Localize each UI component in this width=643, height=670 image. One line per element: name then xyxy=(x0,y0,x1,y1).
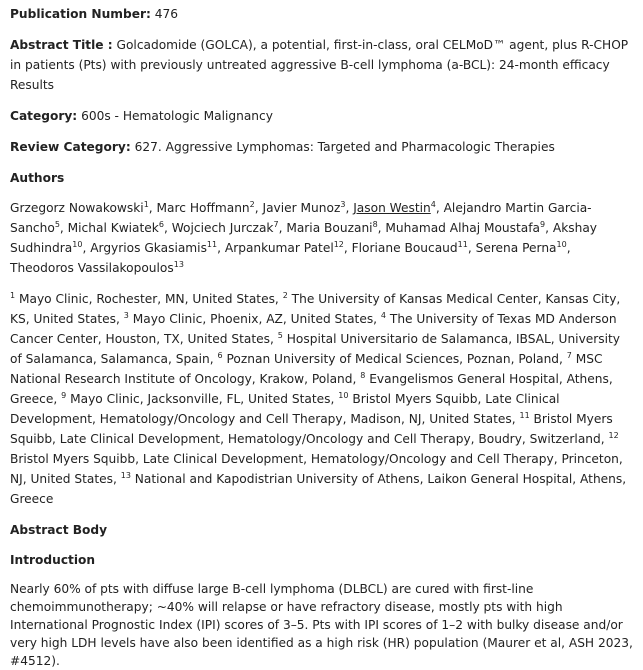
author xyxy=(68,221,164,235)
affiliation-text: Mayo Clinic, Phoenix, AZ, United States, xyxy=(128,312,381,326)
affiliation-number: 13 xyxy=(120,470,131,480)
affiliation-text: MSC National Research Institute of Oncology, Krakow, Poland, xyxy=(10,352,603,386)
author-affiliation-number: 6 xyxy=(158,219,164,229)
affiliation-text: Poznan University of Medical Sciences, Poznan, Poland, xyxy=(222,352,567,366)
author-list xyxy=(10,198,633,278)
affiliation-text: National and Kapodistrian University of Athens, Laikon General Hospital, Athens, Greece xyxy=(10,472,627,506)
author-affiliation-number: 12 xyxy=(333,239,344,249)
affiliation-list xyxy=(10,289,633,509)
author-affiliation-number: 1 xyxy=(143,199,149,209)
abstract-body-heading: Abstract Body xyxy=(10,523,108,537)
author-affiliation-number: 8 xyxy=(372,219,378,229)
author[interactable] xyxy=(353,201,436,215)
author-separator: , xyxy=(377,221,386,235)
author xyxy=(262,201,345,215)
abstract-title-value: Golcadomide (GOLCA), a potential, first-in-class, oral CELMoD™ agent, plus R-CHOP in patients (Pts) with previously untreated aggressive B-cell lymphoma (a-BCL): 24-month efficacy Results xyxy=(10,38,629,92)
introduction-heading: Introduction xyxy=(10,553,96,567)
author-affiliation-number: 11 xyxy=(457,239,468,249)
review-category xyxy=(10,137,633,157)
author-name: Argyrios Gkasiamis xyxy=(90,241,207,255)
authors-heading: Authors xyxy=(10,171,65,185)
author-affiliation-number: 7 xyxy=(273,219,279,229)
affiliation-number: 7 xyxy=(566,350,572,360)
affiliation-text: The University of Texas MD Anderson Cancer Center, Houston, TX, United States, xyxy=(10,312,617,346)
author-separator: , xyxy=(59,221,68,235)
author xyxy=(90,241,217,255)
author-affiliation-number: 11 xyxy=(206,239,218,249)
affiliation-number: 6 xyxy=(217,350,223,360)
affiliation-text: Mayo Clinic, Rochester, MN, United States, xyxy=(15,292,283,306)
author xyxy=(286,221,377,235)
author-separator: , xyxy=(467,241,476,255)
author-name: Jason Westin xyxy=(353,201,431,215)
author-name: Theodoros Vassilakopoulos xyxy=(10,261,174,275)
author xyxy=(10,261,184,275)
author-affiliation-number: 2 xyxy=(249,199,255,209)
publication-number-label: Publication Number: xyxy=(10,7,151,21)
author xyxy=(172,221,279,235)
author-separator: , xyxy=(345,201,354,215)
author-affiliation-number: 9 xyxy=(540,219,546,229)
author xyxy=(352,241,468,255)
affiliation-number: 11 xyxy=(519,410,530,420)
publication-number xyxy=(10,4,633,24)
review-category-label: Review Category: xyxy=(10,140,131,154)
author-separator: , xyxy=(435,201,444,215)
review-category-value: 627. Aggressive Lymphomas: Targeted and Pharmacologic Therapies xyxy=(134,140,555,154)
introduction-text: Nearly 60% of pts with diffuse large B-cell lymphoma (DLBCL) are cured with first-line chemoimmunotherapy; ~40% will relapse or have refractory disease, mostly pts with high International Prognostic Index (IPI) scores of 3–5. Pts with IPI scores of 1–2 with bulky disease and/or very high LDH levels have also been identified as a high risk (HR) population (Maurer et al, ASH 2023, #4512). xyxy=(10,582,633,668)
affiliation-text: The University of Kansas Medical Center, Kansas City, KS, United States, xyxy=(10,292,621,326)
affiliation-number: 1 xyxy=(10,290,16,300)
affiliation xyxy=(10,292,283,306)
category-label: Category: xyxy=(10,109,78,123)
affiliation-text: Hospital Universitario de Salamanca, IBSAL, University of Salamanca, Salamanca, Spain, xyxy=(10,332,621,366)
author-separator: , xyxy=(566,241,571,255)
affiliation-number: 10 xyxy=(338,390,349,400)
author-affiliation-number: 4 xyxy=(430,199,436,209)
author-affiliation-number: 10 xyxy=(72,239,83,249)
affiliation xyxy=(124,312,381,326)
author-separator: , xyxy=(278,221,287,235)
affiliation-text: Bristol Myers Squibb, Late Clinical Development, Hematology/Oncology and Cell Therapy, Madison, NJ, United States, xyxy=(10,392,560,426)
abstract-title-label: Abstract Title : xyxy=(10,38,113,52)
affiliation-text: Bristol Myers Squibb, Late Clinical Development, Hematology/Oncology and Cell Therapy, Boudry, Switzerland, xyxy=(10,412,613,446)
author-separator: , xyxy=(82,241,91,255)
author-name: Javier Munoz xyxy=(262,201,341,215)
author-separator: , xyxy=(217,241,225,255)
affiliation-text: Bristol Myers Squibb, Late Clinical Development, Hematology/Oncology and Cell Therapy, Princeton, NJ, United States, xyxy=(10,452,623,486)
category-value: 600s - Hematologic Malignancy xyxy=(81,109,273,123)
author xyxy=(385,221,545,235)
abstract-title xyxy=(10,35,633,95)
author-affiliation-number: 3 xyxy=(340,199,346,209)
author xyxy=(225,241,344,255)
author-name: Maria Bouzani xyxy=(286,221,373,235)
affiliation-number: 2 xyxy=(282,290,288,300)
affiliation-number: 5 xyxy=(277,330,283,340)
author-affiliation-number: 13 xyxy=(173,259,184,269)
affiliation xyxy=(61,392,338,406)
affiliation xyxy=(218,352,567,366)
affiliation-text: Mayo Clinic, Jacksonville, FL, United States, xyxy=(66,392,339,406)
affiliation-number: 8 xyxy=(360,370,366,380)
author xyxy=(476,241,567,255)
author-separator: , xyxy=(163,221,172,235)
affiliation-text: Evangelismos General Hospital, Athens, Greece, xyxy=(10,372,613,406)
author-separator: , xyxy=(343,241,352,255)
author-separator: , xyxy=(545,221,553,235)
publication-number-value: 476 xyxy=(154,7,179,21)
author-affiliation-number: 10 xyxy=(556,239,567,249)
author-name: Akshay Sudhindra xyxy=(10,221,598,255)
affiliation-number: 3 xyxy=(123,310,129,320)
category xyxy=(10,106,633,126)
author-separator: , xyxy=(254,201,263,215)
author xyxy=(157,201,255,215)
author-name: Michal Kwiatek xyxy=(67,221,159,235)
author-name: Serena Perna xyxy=(475,241,557,255)
author-name: Muhamad Alhaj Moustafa xyxy=(385,221,541,235)
author-name: Arpankumar Patel xyxy=(224,241,334,255)
affiliation-number: 12 xyxy=(608,430,619,440)
author-name: Marc Hoffmann xyxy=(156,201,250,215)
author-name: Floriane Boucaud xyxy=(351,241,458,255)
author xyxy=(10,201,149,215)
affiliation-number: 9 xyxy=(61,390,67,400)
author-separator: , xyxy=(148,201,157,215)
author-name: Grzegorz Nowakowski xyxy=(10,201,144,215)
author-name: Alejandro Martin Garcia-Sancho xyxy=(10,201,592,235)
author-name: Wojciech Jurczak xyxy=(171,221,274,235)
affiliation-number: 4 xyxy=(380,310,387,320)
author-affiliation-number: 5 xyxy=(54,219,60,229)
